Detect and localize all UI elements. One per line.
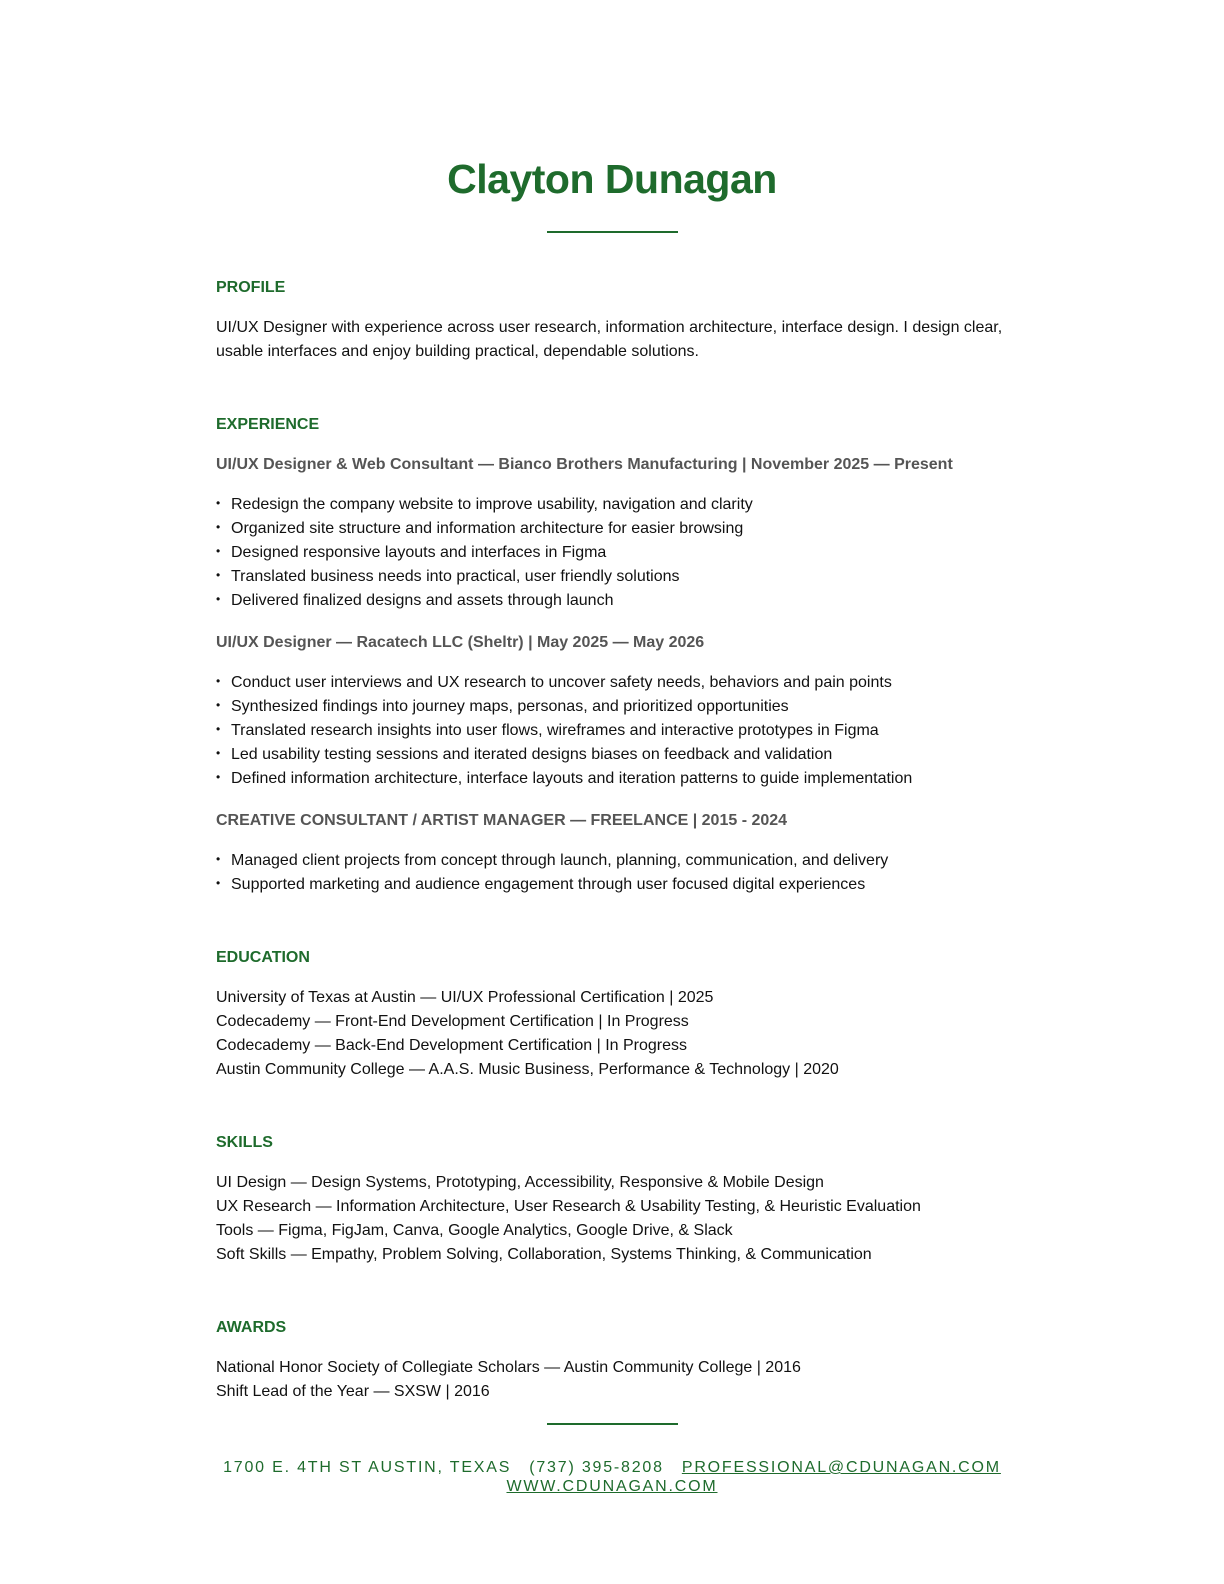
- list-item: Codecademy — Front-End Development Certification | In Progress: [216, 1013, 689, 1030]
- list-item: UX Research — Information Architecture, User Research & Usability Testing, & Heuristic Evaluation: [216, 1198, 921, 1215]
- list-item: [216, 873, 1016, 897]
- skills-heading: SKILLS: [216, 1134, 273, 1151]
- bullet-text: Led usability testing sessions and iterated designs biases on feedback and validation: [231, 746, 833, 763]
- bullet-text: Conduct user interviews and UX research to uncover safety needs, behaviors and pain points: [231, 674, 892, 691]
- awards-section: [216, 1318, 1016, 1404]
- experience-section: [216, 415, 1016, 897]
- bullet-icon: •: [216, 544, 221, 558]
- education-heading: EDUCATION: [216, 949, 310, 966]
- bullet-icon: •: [216, 876, 221, 890]
- bullet-icon: •: [216, 770, 221, 784]
- list-item: [216, 541, 1016, 565]
- profile-text: UI/UX Designer with experience across user research, information architecture, interface design. I design clear, usable interfaces and enjoy building practical, dependable solutions.: [216, 319, 1003, 360]
- bullet-text: Managed client projects from concept through launch, planning, communication, and delivery: [231, 852, 889, 869]
- bullet-text: Translated research insights into user flows, wireframes and interactive prototypes in Figma: [231, 722, 879, 739]
- job-title: CREATIVE CONSULTANT / ARTIST MANAGER — FREELANCE | 2015 - 2024: [216, 812, 788, 829]
- job-title: UI/UX Designer & Web Consultant — Bianco Brothers Manufacturing | November 2025 — Present: [216, 456, 953, 473]
- bullet-icon: •: [216, 496, 221, 510]
- contact-address: 1700 E. 4TH ST AUSTIN, TEXAS: [223, 1459, 512, 1476]
- list-item: Soft Skills — Empathy, Problem Solving, Collaboration, Systems Thinking, & Communication: [216, 1246, 872, 1263]
- job-bullets: [216, 849, 1016, 897]
- bullet-text: Organized site structure and information architecture for easier browsing: [231, 520, 744, 537]
- list-item: [216, 743, 1016, 767]
- list-item: [216, 671, 1016, 695]
- list-item: [216, 767, 1016, 791]
- header-divider: [547, 231, 678, 233]
- bullet-icon: •: [216, 746, 221, 760]
- skills-list: [216, 1171, 1016, 1267]
- bullet-text: Designed responsive layouts and interfaces in Figma: [231, 544, 607, 561]
- list-item: [216, 695, 1016, 719]
- bullet-icon: •: [216, 852, 221, 866]
- bullet-text: Delivered finalized designs and assets through launch: [231, 592, 614, 609]
- list-item: [216, 589, 1016, 613]
- email-link[interactable]: PROFESSIONAL@CDUNAGAN.COM: [681, 1459, 1001, 1476]
- list-item: Shift Lead of the Year — SXSW | 2016: [216, 1383, 490, 1400]
- bullet-text: Redesign the company website to improve usability, navigation and clarity: [231, 496, 753, 513]
- job-bullets: [216, 493, 1016, 613]
- bullet-text: Translated business needs into practical, user friendly solutions: [231, 568, 680, 585]
- job-entry: [216, 633, 1016, 791]
- contact-line-2: [0, 1477, 1224, 1496]
- list-item: [216, 849, 1016, 873]
- list-item: [216, 517, 1016, 541]
- bullet-icon: •: [216, 520, 221, 534]
- job-entry: [216, 455, 1016, 613]
- resume-name: Clayton Dunagan: [447, 156, 777, 202]
- resume-content: [216, 278, 1016, 1404]
- bullet-icon: •: [216, 674, 221, 688]
- contact-phone[interactable]: (737) 395-8208: [529, 1459, 664, 1476]
- bullet-icon: •: [216, 568, 221, 582]
- experience-heading: EXPERIENCE: [216, 416, 320, 433]
- list-item: Tools — Figma, FigJam, Canva, Google Analytics, Google Drive, & Slack: [216, 1222, 733, 1239]
- list-item: Codecademy — Back-End Development Certification | In Progress: [216, 1037, 688, 1054]
- profile-section: [216, 278, 1016, 364]
- list-item: National Honor Society of Collegiate Scholars — Austin Community College | 2016: [216, 1359, 801, 1376]
- footer-divider: [547, 1423, 678, 1425]
- bullet-text: Defined information architecture, interface layouts and iteration patterns to guide implementation: [231, 770, 913, 787]
- bullet-text: Synthesized findings into journey maps, personas, and prioritized opportunities: [231, 698, 789, 715]
- bullet-text: Supported marketing and audience engagement through user focused digital experiences: [231, 876, 866, 893]
- job-bullets: [216, 671, 1016, 791]
- education-list: [216, 986, 1016, 1082]
- profile-heading: PROFILE: [216, 279, 286, 296]
- awards-list: [216, 1356, 1016, 1404]
- list-item: University of Texas at Austin — UI/UX Professional Certification | 2025: [216, 989, 714, 1006]
- contact-line-1: [0, 1458, 1224, 1477]
- job-title: UI/UX Designer — Racatech LLC (Sheltr) | May 2025 — May 2026: [216, 634, 705, 651]
- bullet-icon: •: [216, 698, 221, 712]
- job-entry: [216, 811, 1016, 897]
- list-item: Austin Community College — A.A.S. Music Business, Performance & Technology | 2020: [216, 1061, 839, 1078]
- awards-heading: AWARDS: [216, 1319, 287, 1336]
- list-item: [216, 493, 1016, 517]
- website-link[interactable]: WWW.CDUNAGAN.COM: [506, 1478, 718, 1495]
- bullet-icon: •: [216, 722, 221, 736]
- list-item: UI Design — Design Systems, Prototyping, Accessibility, Responsive & Mobile Design: [216, 1174, 824, 1191]
- contact-footer: [0, 1458, 1224, 1496]
- bullet-icon: •: [216, 592, 221, 606]
- list-item: [216, 719, 1016, 743]
- education-section: [216, 948, 1016, 1082]
- list-item: [216, 565, 1016, 589]
- skills-section: [216, 1133, 1016, 1267]
